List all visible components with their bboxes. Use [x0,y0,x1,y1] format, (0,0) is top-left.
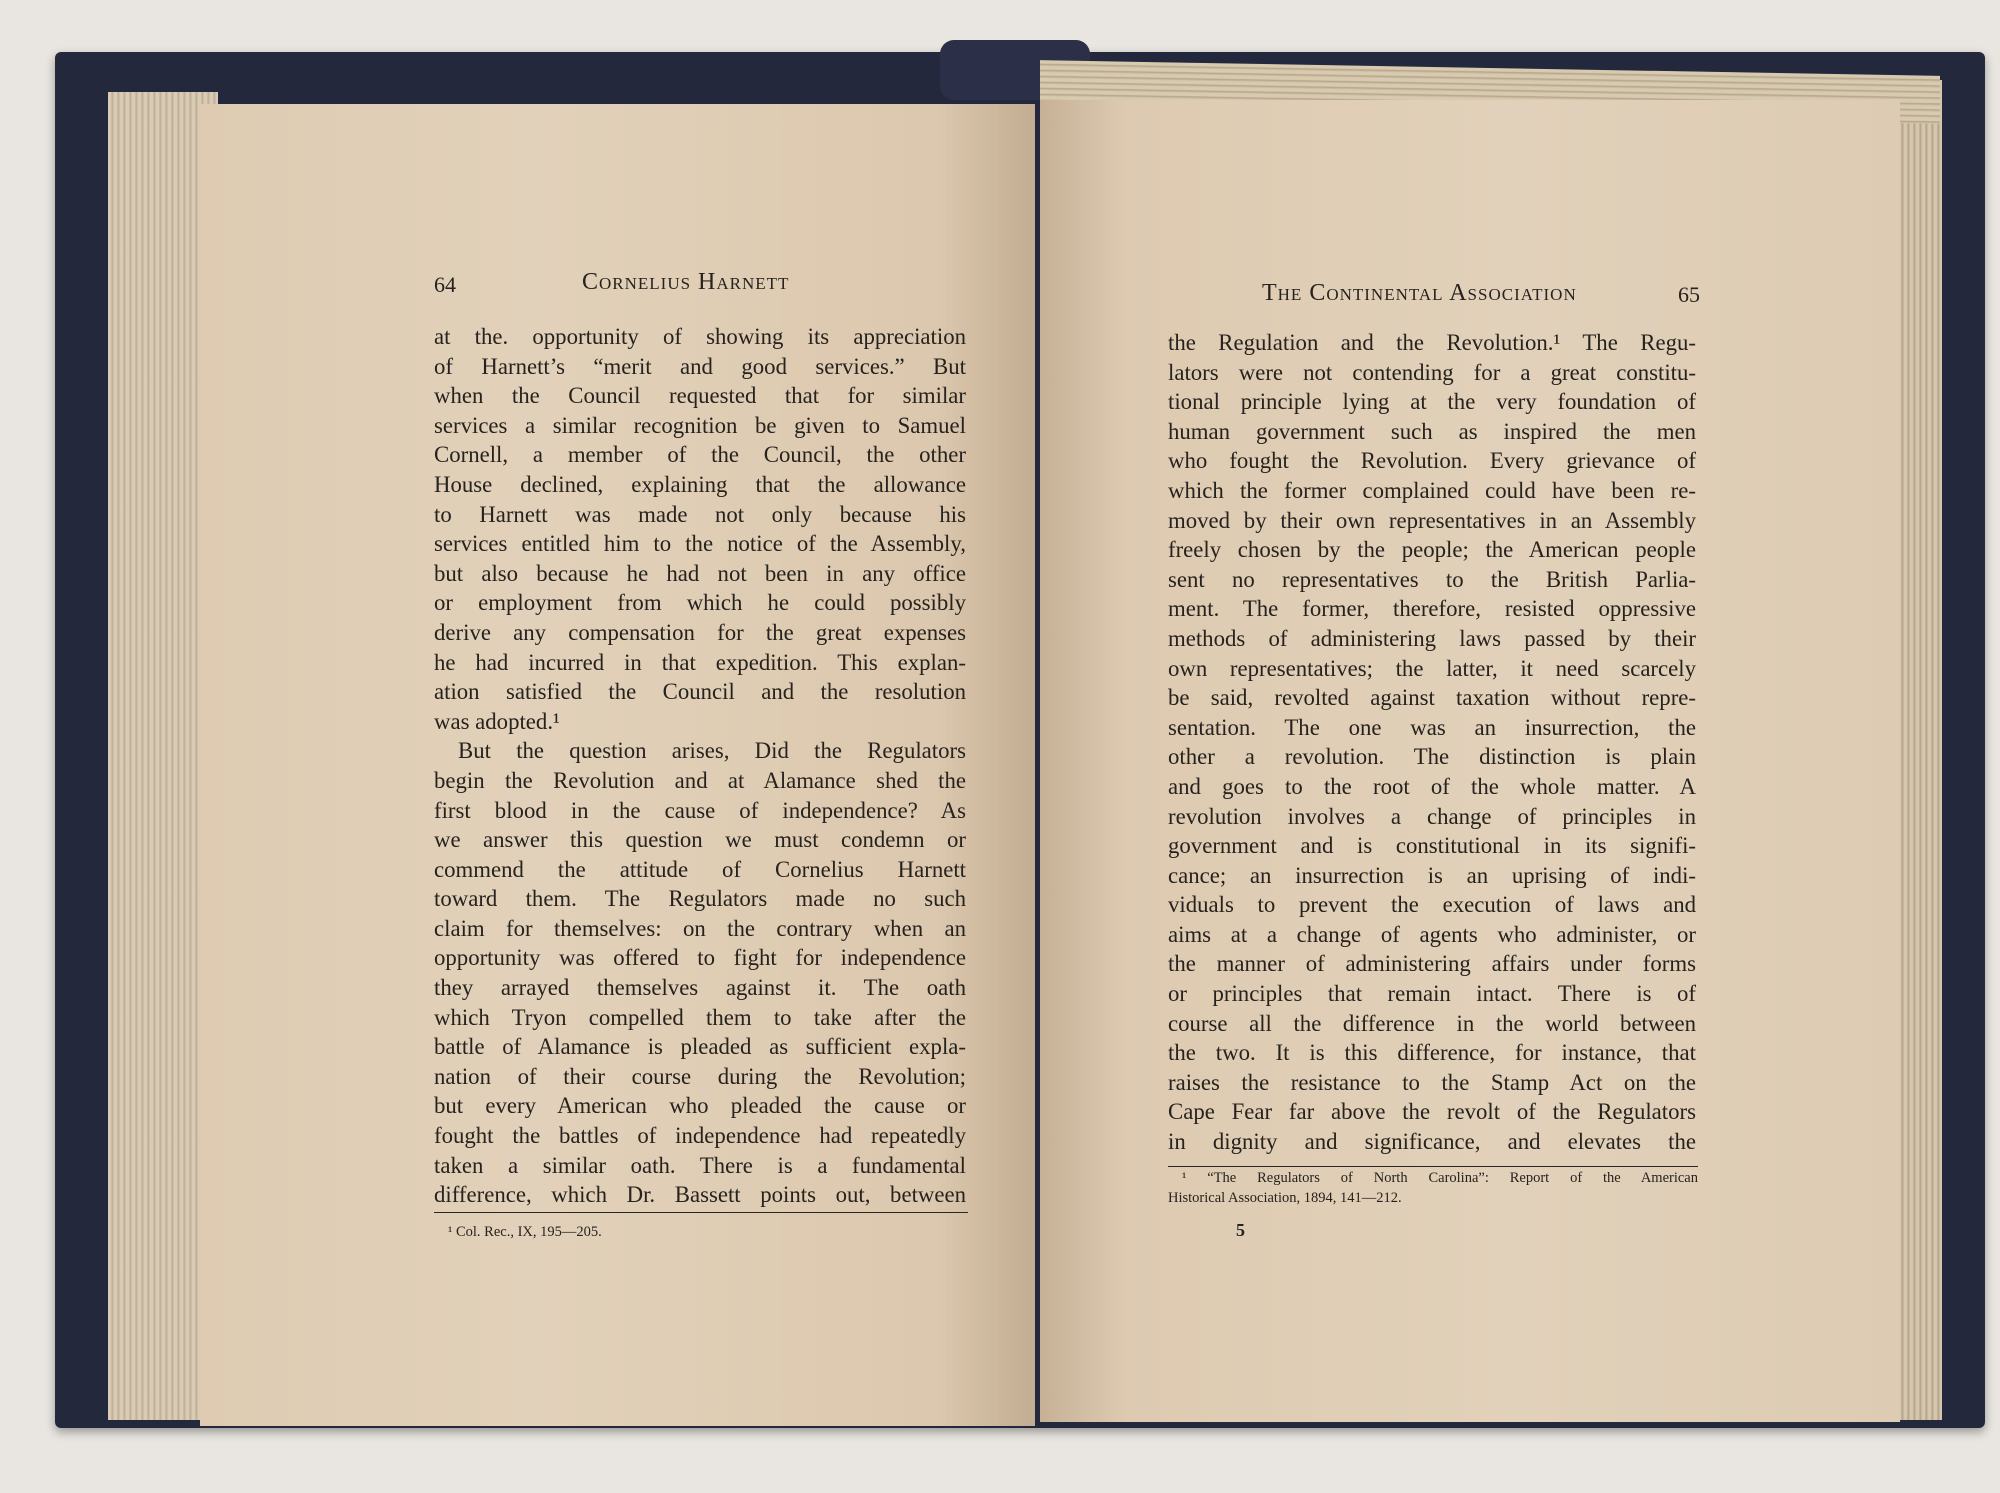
text-line: moved by their own representatives in an Assembly [1168,507,1696,533]
text-line: House declined, explaining that the allowance [434,471,966,497]
text-line: human government such as inspired the men [1168,418,1696,444]
text-line: or principles that remain intact. There is of [1168,981,1696,1007]
text-line: or employment from which he could possibly [434,590,966,616]
text-line: But the question arises, Did the Regulators [458,738,966,764]
text-line: raises the resistance to the Stamp Act on the [1168,1069,1696,1095]
text-line: methods of administering laws passed by their [1168,625,1696,651]
signature-mark: 5 [1236,1220,1245,1240]
left-page [200,104,1035,1426]
text-line: the two. It is this difference, for instance, that [1168,1040,1696,1066]
right-page-number: 65 [1678,282,1700,307]
left-footnote-rule [434,1212,968,1213]
text-line: was adopted.¹ [434,708,560,734]
text-line: claim for themselves: on the contrary when an [434,915,966,941]
left-page-number: 64 [434,272,456,297]
text-line: aims at a change of agents who administer, or [1168,921,1696,947]
text-line: taken a similar oath. There is a fundamental [434,1152,966,1178]
text-line: they arrayed themselves against it. The oath [434,975,966,1001]
right-footnote-rule [1168,1166,1698,1167]
text-line: of Harnett’s “merit and good services.” But [434,353,966,379]
text-line: begin the Revolution and at Alamance shed the [434,767,966,793]
text-line: commend the attitude of Cornelius Harnett [434,856,966,882]
text-line: freely chosen by the people; the American people [1168,537,1696,563]
text-line: own representatives; the latter, it need scarcely [1168,655,1696,681]
text-line: who fought the Revolution. Every grievance of [1168,448,1696,474]
text-line: first blood in the cause of independence? As [434,797,966,823]
text-line: battle of Alamance is pleaded as sufficient expla- [434,1034,966,1060]
text-line: when the Council requested that for similar [434,383,966,409]
right-page [1040,100,1900,1422]
text-line: revolution involves a change of principles in [1168,803,1696,829]
right-footnote-line: ¹ “The Regulators of North Carolina”: Report of the American [1182,1170,1698,1186]
text-line: tional principle lying at the very foundation of [1168,389,1696,415]
text-line: and goes to the root of the whole matter. A [1168,773,1696,799]
text-line: sentation. The one was an insurrection, the [1168,714,1696,740]
text-line: government and is constitutional in its signifi- [1168,833,1696,859]
right-footnote-line: Historical Association, 1894, 141—212. [1168,1190,1402,1206]
text-line: lators were not contending for a great constitu- [1168,359,1696,385]
right-footnote [1168,1168,1698,1208]
left-footnote: ¹ Col. Rec., IX, 195—205. [448,1224,602,1240]
text-line: at the. opportunity of showing its appreciation [434,324,966,349]
text-line: Cornell, a member of the Council, the other [434,442,966,468]
text-line: we answer this question we must condemn or [434,827,966,853]
text-line: viduals to prevent the execution of laws and [1168,892,1696,918]
left-running-head: Cornelius Harnett [582,269,790,295]
right-body-text [1168,328,1696,1157]
text-line: cance; an insurrection is an uprising of indi- [1168,862,1696,888]
text-line: sent no representatives to the British Parlia- [1168,566,1696,592]
text-line: other a revolution. The distinction is plain [1168,744,1696,770]
text-line: to Harnett was made not only because his [434,501,966,527]
right-running-head: The Continental Association [1262,280,1577,306]
text-line: but also because he had not been in any office [434,560,966,586]
text-line: which the former complained could have been re- [1168,477,1696,503]
text-line: Cape Fear far above the revolt of the Regulators [1168,1099,1696,1125]
text-line: but every American who pleaded the cause or [434,1093,966,1119]
text-line: in dignity and significance, and elevates the [1168,1129,1696,1155]
text-line: derive any compensation for the great expenses [434,619,966,645]
text-line: he had incurred in that expedition. This explan- [434,649,966,675]
text-line: which Tryon compelled them to take after the [434,1004,966,1030]
left-body-text [434,322,966,1210]
text-line: nation of their course during the Revolution; [434,1063,966,1089]
text-line: ation satisfied the Council and the resolution [434,679,966,705]
text-line: toward them. The Regulators made no such [434,886,966,912]
text-line: fought the battles of independence had repeatedly [434,1123,966,1149]
text-line: services entitled him to the notice of the Assembly, [434,531,966,557]
text-line: difference, which Dr. Bassett points out, between [434,1182,966,1208]
text-line: the Regulation and the Revolution.¹ The Regu- [1168,330,1696,355]
text-line: services a similar recognition be given to Samuel [434,412,966,438]
text-line: the manner of administering affairs under forms [1168,951,1696,977]
text-line: be said, revolted against taxation without repre- [1168,685,1696,711]
text-line: ment. The former, therefore, resisted oppressive [1168,596,1696,622]
text-line: opportunity was offered to fight for independence [434,945,966,971]
text-line: course all the difference in the world between [1168,1010,1696,1036]
